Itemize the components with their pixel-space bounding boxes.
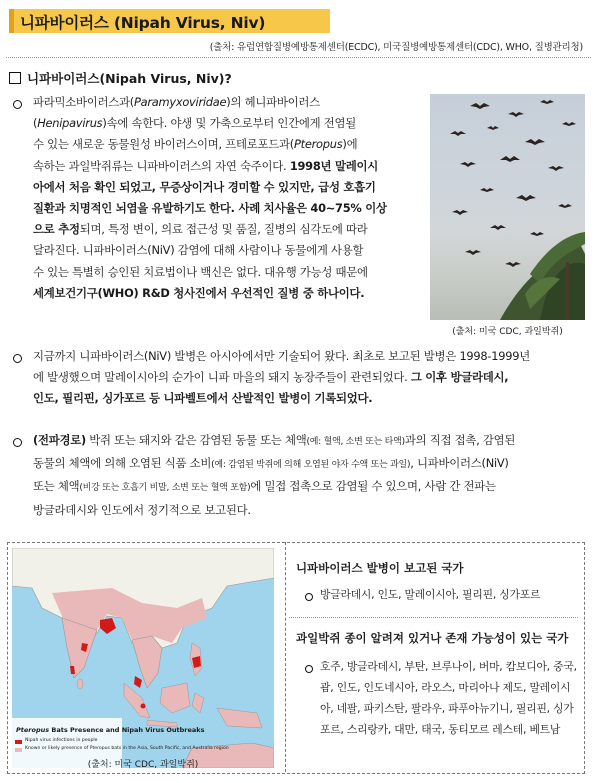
divider bbox=[6, 57, 591, 58]
photo-caption: (출처: 미국 CDC, 과일박쥐) bbox=[452, 327, 563, 337]
outbreak-countries-title: 니파바이러스 발병이 보고된 국가 bbox=[296, 561, 464, 575]
bat-countries-list: 호주, 방글라데시, 부탄, 브루나이, 버마, 캄보디아, 중국, 괌, 인도, 인도네시아, 라오스, 마리아나 제도, 말레이시아, 네팔, 파키스탄, 팔라우, 파푸아뉴기니, 필리핀, 싱가포르, 스리랑카, 대만, 태국, 동티모르 레스테, 베트남 bbox=[320, 660, 577, 736]
bullet-circle-icon bbox=[305, 593, 313, 601]
section-question bbox=[9, 69, 232, 87]
bullet-3-text: (전파경로) 박쥐 또는 돼지와 같은 감염된 동물 또는 체액(예: 혈액, 소변 또는 타액)과의 직접 접촉, 감염된 동물의 체액에 의해 오염된 식품 소비(예: 감염된 박쥐에 의해 오염된 야자 수액 또는 과일), 니파바이러스(NiV) 또는 체액(비강 또는 호흡기 비말, 소변 또는 혈액 포함)에 밀접 접촉으로 감염될 수 있으며, 사람 간 전파는 방글라데시와 인도에서 정기적으로 보고된다. bbox=[33, 433, 516, 517]
bullet-circle-icon bbox=[13, 100, 22, 109]
bullet-1-text: 파라믹소바이러스과(Paramyxoviridae)의 헤니파바이러스 (Henipavirus)속에 속한다. 야생 및 가축으로부터 인간에게 전염될 수 있는 새로운 동물원성 바이러스이며, 프테로포드과(Pteropus)에 속하는 과일박쥐류는 니파바이러스의 자연 숙주이다. 1998년 말레이시 아에서 처음 확인 되었고, 무증상이거나 경미할 수 있지만, 급성 호흡기 질환과 치명적인 뇌염을 유발하기도 한다. 사례 치사율은 40~75% 이상 으로 추정되며, 특정 변이, 의료 접근성 및 품질, 질병의 심각도에 따라 달라진다. 니파바이러스(NiV) 감염에 대해 사람이나 동물에게 사용할 수 있는 특별히 승인된 치료법이나 백신은 없다. 대유행 가능성 때문에 세계보건기구(WHO) R&D 청사진에서 우선적인 질병 중 하나이다. bbox=[33, 95, 387, 300]
bullet-circle-icon bbox=[13, 438, 22, 447]
fruit-bat-photo bbox=[430, 94, 585, 320]
outbreak-countries-list: 방글라데시, 인도, 말레이시아, 필리핀, 싱가포르 bbox=[320, 588, 541, 601]
map-legend-outbreak: Nipah virus infections in people bbox=[25, 738, 98, 743]
map-caption: (출처: 미국 CDC, 과일박쥐) bbox=[87, 760, 199, 770]
divider bbox=[289, 617, 578, 618]
bat-countries-title: 과일박쥐 종이 알려져 있거나 존재 가능성이 있는 국가 bbox=[296, 631, 569, 645]
page-title: 니파바이러스 (Nipah Virus, Niv) bbox=[20, 14, 266, 32]
map-title: Pteropus Bats Presence and Nipah Virus Outbreaks bbox=[16, 726, 205, 734]
bullet-circle-icon bbox=[305, 665, 313, 673]
title-bar bbox=[9, 9, 330, 33]
bullet-circle-icon bbox=[13, 354, 22, 363]
map-legend-bat-range: Known or likely presence of Pteropus bats in the Asia, South Pacific, and Australia region bbox=[25, 746, 229, 751]
asia-map bbox=[12, 548, 274, 768]
box-divider bbox=[285, 542, 286, 772]
checkbox-square-icon bbox=[9, 72, 21, 84]
source-note: (출처: 유럽연합질병예방통제센터(ECDC), 미국질병예방통제센터(CDC), WHO, 질병관리청) bbox=[209, 42, 583, 53]
bullet-2-text: 지금까지 니파바이러스(NiV) 발병은 아시아에서만 기술되어 왔다. 최초로 보고된 발병은 1998-1999년 에 발생했으며 말레이시아의 순가이 니파 마을의 돼지 농장주들이 관련되었다. 그 이후 방글라데시, 인도, 필리핀, 싱가포르 등 니파벨트에서 산발적인 발병이 기록되었다. bbox=[33, 349, 531, 406]
question-text: 니파바이러스(Nipah Virus, Niv)? bbox=[27, 71, 232, 86]
bats-in-sky-illustration bbox=[430, 94, 585, 320]
